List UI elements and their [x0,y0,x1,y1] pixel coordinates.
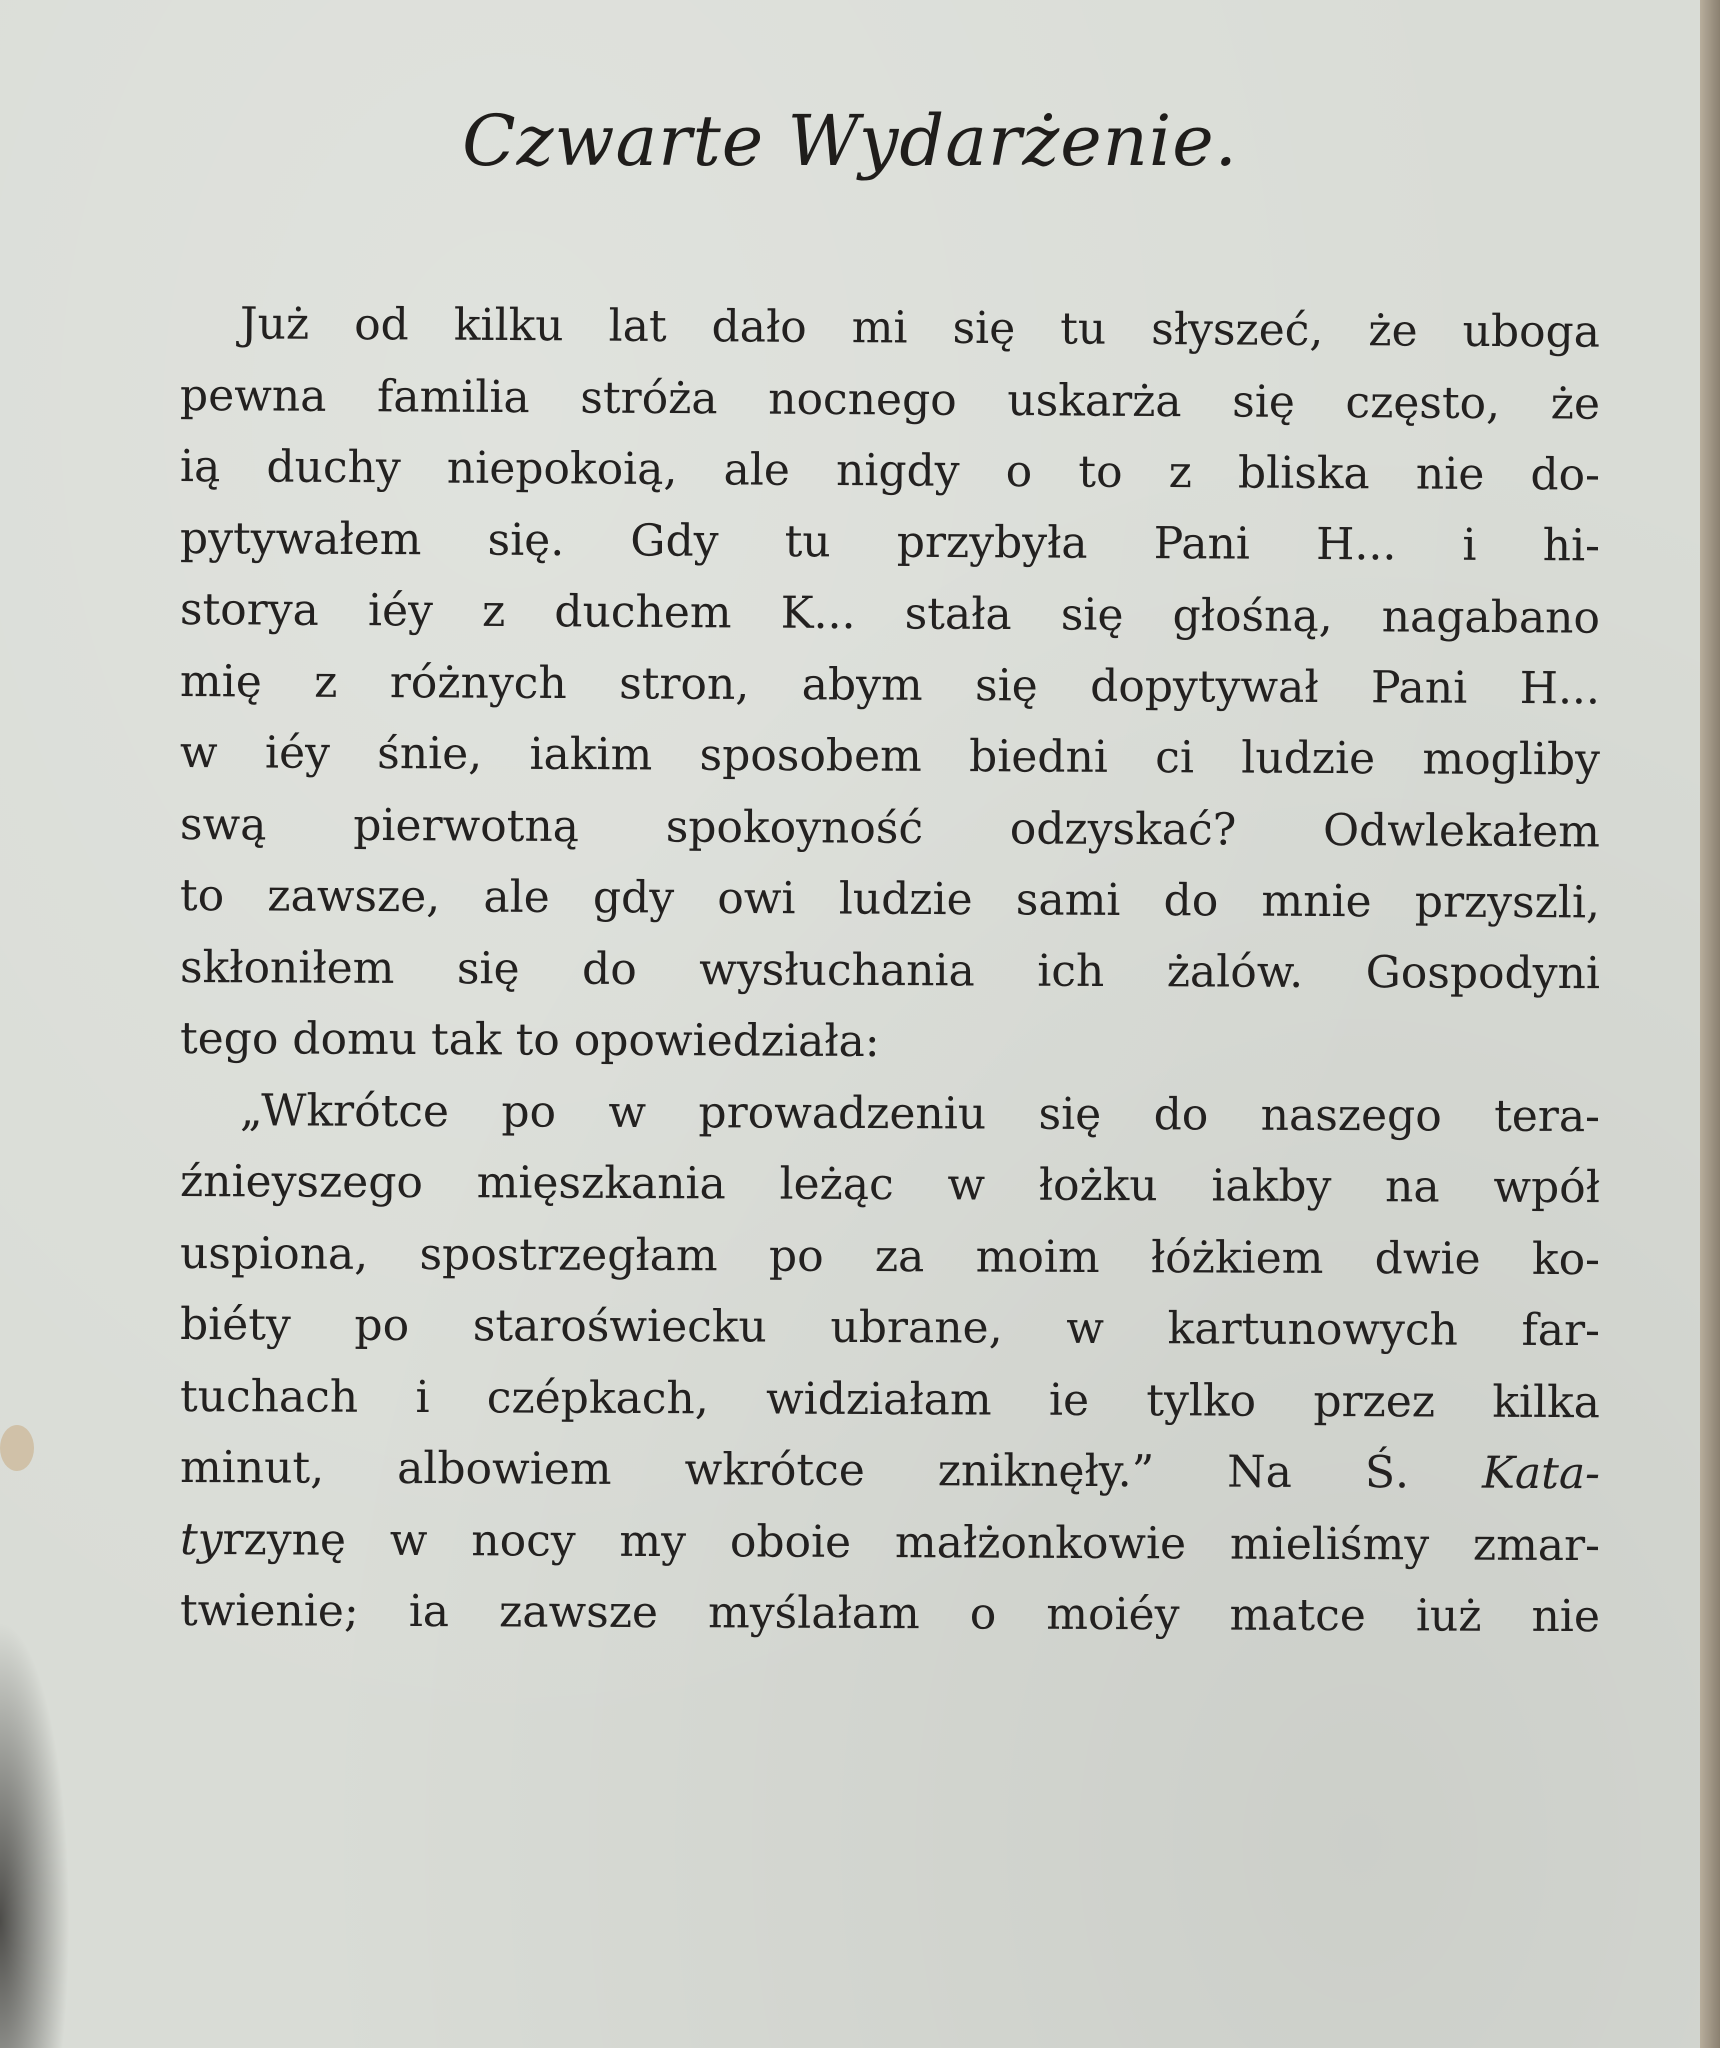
text-line: pewna familia stróża nocnego uskarża się często, że [179,369,1601,430]
thumb-shadow [0,1620,70,2048]
text-line: mię z różnych stron, abym się dopytywał Pani H... [179,655,1601,714]
text-line: „Wkrótce po w prowadzeniu się do naszego tera- [239,1084,1601,1142]
text-line: w iéy śnie, iakim sposobem biedni ci ludzie mogliby [179,727,1601,786]
text-line-main: rzynę w nocy my oboie małżonkowie mieliśmy zmar- [222,1513,1601,1571]
text-line: pytywałem się. Gdy tu przybyła Pani H... i hi- [179,512,1601,571]
text-line: tuchach i czépkach, widziałam ie tylko przez kilka [179,1370,1601,1428]
text-line: tego domu tak to opowiedziała: [179,1013,880,1068]
text-line: to zawsze, ale gdy owi ludzie sami do mnie przyszli, [179,870,1601,929]
book-gutter [1700,0,1720,2048]
paper-stain [0,1425,34,1471]
text-line: biéty po staroświecku ubrane, w kartunowych far- [179,1299,1601,1357]
text-line: źnieyszego mięszkania leżąc w łożku iakby na wpół [179,1156,1601,1214]
text-line [180,1504,1600,1582]
text-line: skłoniłem się do wysłuchania ich żalów. Gospodyni [179,941,1601,999]
text-line: swą pierwotną spokoyność odzyskać? Odwlekałem [179,798,1601,857]
text-line: storya iéy z duchem K... stała się głośną, nagabano [179,584,1601,644]
italic-word: Kata- [1481,1447,1601,1500]
chapter-title: Czwarte Wydarżenie. [462,100,1238,182]
text-line-main: minut, albowiem wkrótce zniknęły.” Na Ś. [179,1442,1410,1499]
text-line: Już od kilku lat dało mi się tu słyszeć, że uboga [239,298,1601,358]
text-line: uspiona, spostrzegłam po za moim łóżkiem dwie ko- [179,1227,1601,1285]
body-text [180,288,1600,1647]
text-line [180,1432,1600,1510]
text-line: ią duchy niepokoią, ale nigdy o to z bliska nie do- [179,441,1601,501]
italic-word: ty [179,1513,223,1565]
text-line: twienie; ia zawsze myślałam o moiéy matce iuż nie [179,1585,1601,1643]
